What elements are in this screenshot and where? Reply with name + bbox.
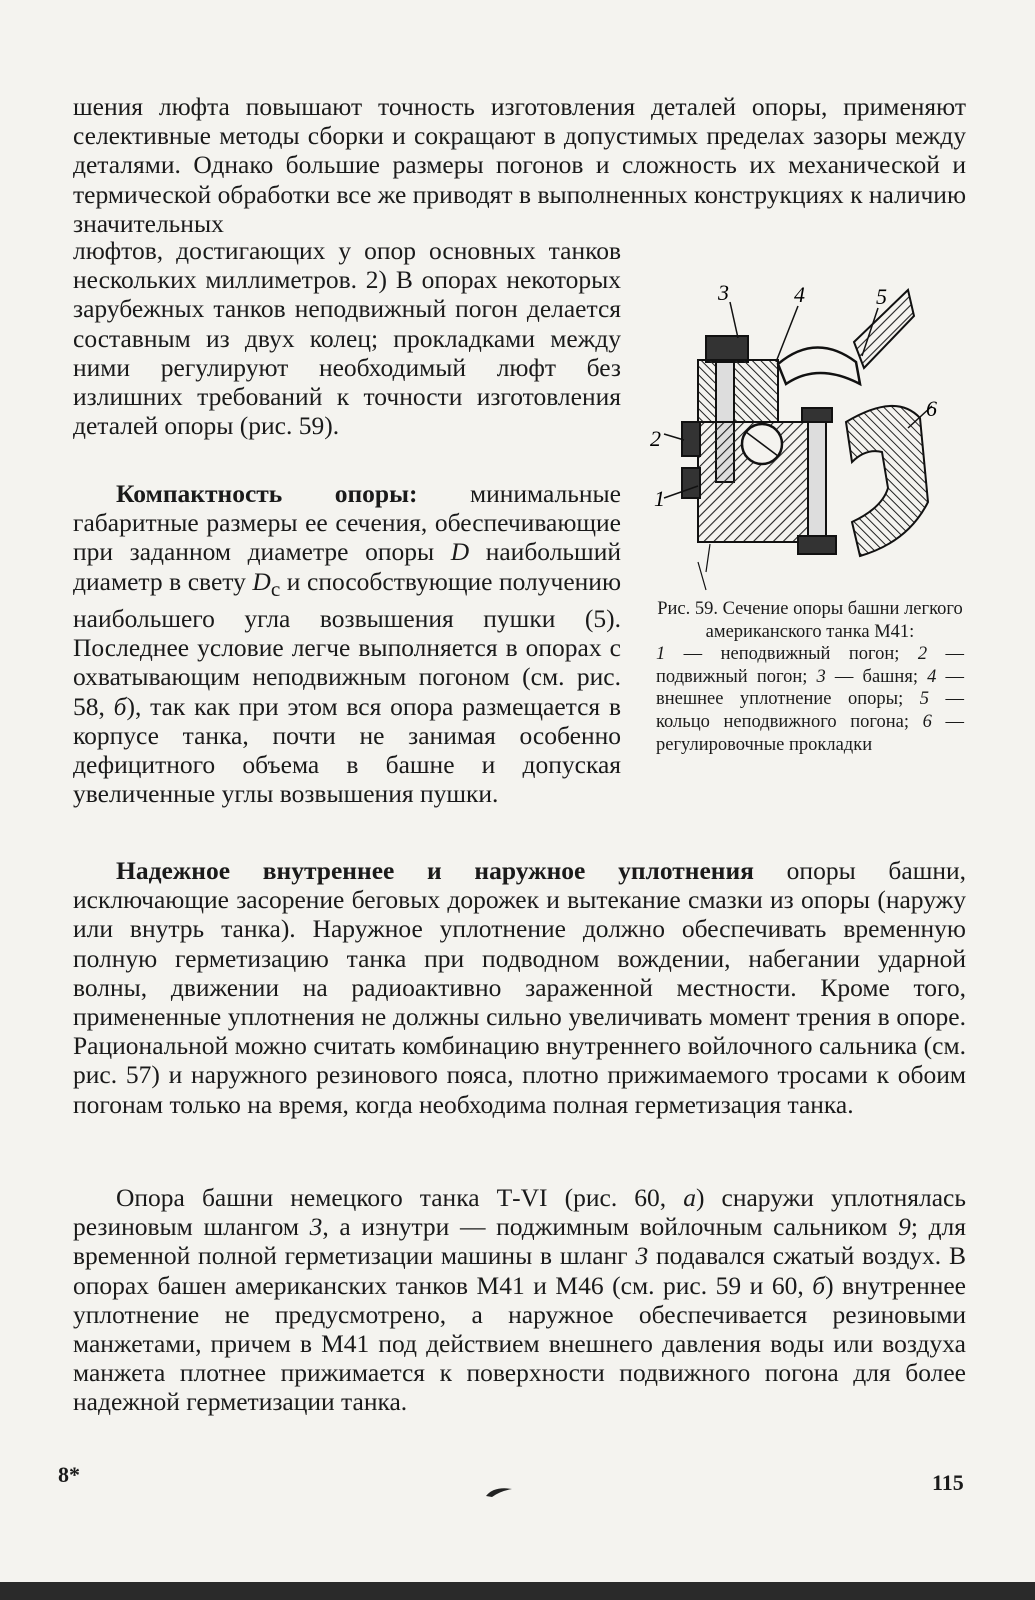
tvi-num-3: 3 (309, 1212, 323, 1242)
figure-label-1: 1 (654, 486, 665, 511)
paragraph-compactness (73, 479, 621, 808)
compactness-text-c: и способствующие получению наибольшего угла возвышения пушки (5). Последнее условие легче выполняется в опорах с охватывающим неподвижным погоном (см. рис. 58, (73, 566, 621, 721)
tvi-t1: Опора башни немецкого танка Т-VI (рис. 60, (116, 1183, 684, 1212)
tvi-ref-a: а (683, 1183, 696, 1212)
caption-desc-3: — башня; (825, 666, 928, 687)
tvi-t5: подавался сжатый воздух. В опорах башен американских танков М41 и М46 (см. рис. 59 и 60, (73, 1241, 966, 1300)
paragraph-sealing (73, 856, 966, 1119)
tvi-num-9: 9 (898, 1212, 911, 1242)
tvi-t4: ; для временной полной герметизации машины в шланг (73, 1212, 967, 1271)
scan-edge (0, 1582, 1035, 1600)
figure-label-3: 3 (718, 280, 729, 305)
caption-desc-2: — подвижный погон; (656, 644, 965, 687)
caption-num-3: 3 (816, 666, 826, 687)
subscript-c: с (270, 576, 281, 601)
paragraph-tvi (73, 1183, 966, 1417)
ref-b: б (113, 691, 127, 721)
figure-label-4: 4 (794, 282, 805, 307)
caption-desc-4: — внешнее уплотнение опоры; (656, 666, 965, 710)
compactness-text-b: наибольший диаметр в свету (73, 537, 621, 596)
symbol-dc: D (252, 566, 271, 596)
sealing-text: опоры башни, исключающие засорение беговых дорожек и вытекание смазки из опоры (наружу или внутрь танка). Наружное уплотнение должно обеспечивать временную полную герметизацию танка при подводном вождении, набегании ударной волны, движении на радиоактивно зараженной местности. Кроме того, примененные уплотнения не должны сильно увеличивать момент трения в опоре. Рациональной можно считать комбинацию внутреннего войлочного сальника (см. рис. 57) и наружного резинового пояса, плотно прижимаемого тросами к обоим погонам только на время, когда необходима полная герметизация танка. (73, 856, 966, 1119)
caption-desc-6: — регулировочные прокладки (656, 711, 964, 755)
compactness-text-d: ), так как при этом вся опора размещается в корпусе танка, почти не занимая особенно дефицитного объема в башне и допуская увеличенные углы возвышения пушки. (73, 691, 621, 809)
caption-num-2: 2 (917, 644, 928, 665)
caption-num-4: 4 (927, 666, 937, 687)
compactness-heading: Компактность опоры: (116, 479, 418, 508)
symbol-d: D (450, 537, 470, 567)
caption-desc-1: — неподвижный погон; (665, 644, 918, 665)
tvi-ref-b: б (812, 1270, 826, 1300)
sealing-heading: Надежное внутреннее и наружное уплотнения (116, 856, 754, 885)
caption-title: Рис. 59. Сечение опоры башни легкого американского танка М41: (657, 599, 963, 642)
figure-label-6: 6 (926, 396, 937, 421)
paragraph-1-full-width: шения люфта повышают точность изготовления деталей опоры, применяют селективные методы сборки и сокращают в допустимых пределах зазоры между деталями. Однако большие размеры погонов и сложность их механической и термической обработки все же приводят в выполненных конструкциях к наличию значительных (73, 92, 966, 238)
caption-desc-5: — кольцо неподвижного погона; (656, 689, 965, 732)
signature-mark: 8* (58, 1462, 80, 1487)
tvi-num-3b: 3 (635, 1241, 649, 1271)
caption-num-1: 1 (656, 644, 666, 665)
figure-59-caption (656, 598, 964, 756)
figure-59-section-diagram (646, 272, 966, 592)
paragraph-1-narrow: люфтов, достигающих у опор основных танков нескольких миллиметров. 2) В опорах некоторых зарубежных танков неподвижный погон делается составным из двух колец; прокладками между ними регулируют необходимый люфт без излишних требований к точности изготовления деталей опоры (рис. 59). (73, 236, 621, 441)
figure-label-2: 2 (650, 426, 661, 451)
compactness-text-a: минимальные габаритные размеры ее сечения, обеспечивающие при заданном диаметре опоры (73, 479, 621, 567)
caption-num-5: 5 (919, 689, 929, 710)
figure-label-5: 5 (876, 284, 887, 309)
tvi-t2: ) снаружи уплотнялась резиновым шлангом (73, 1183, 966, 1242)
tvi-t6: ) внутреннее уплотнение не предусмотрено, а наружное обеспечивается резиновыми манжетами, причем в М41 под действием внешнего давления воды или воздуха манжета плотнее прижимается к поверхности подвижного погона для более надежной герметизации танка. (73, 1270, 966, 1417)
tvi-t3: , а изнутри — поджимным войлочным сальником (322, 1212, 899, 1242)
ink-smudge-icon (484, 1484, 514, 1498)
page-number: 115 (932, 1470, 964, 1495)
caption-num-6: 6 (922, 711, 932, 732)
